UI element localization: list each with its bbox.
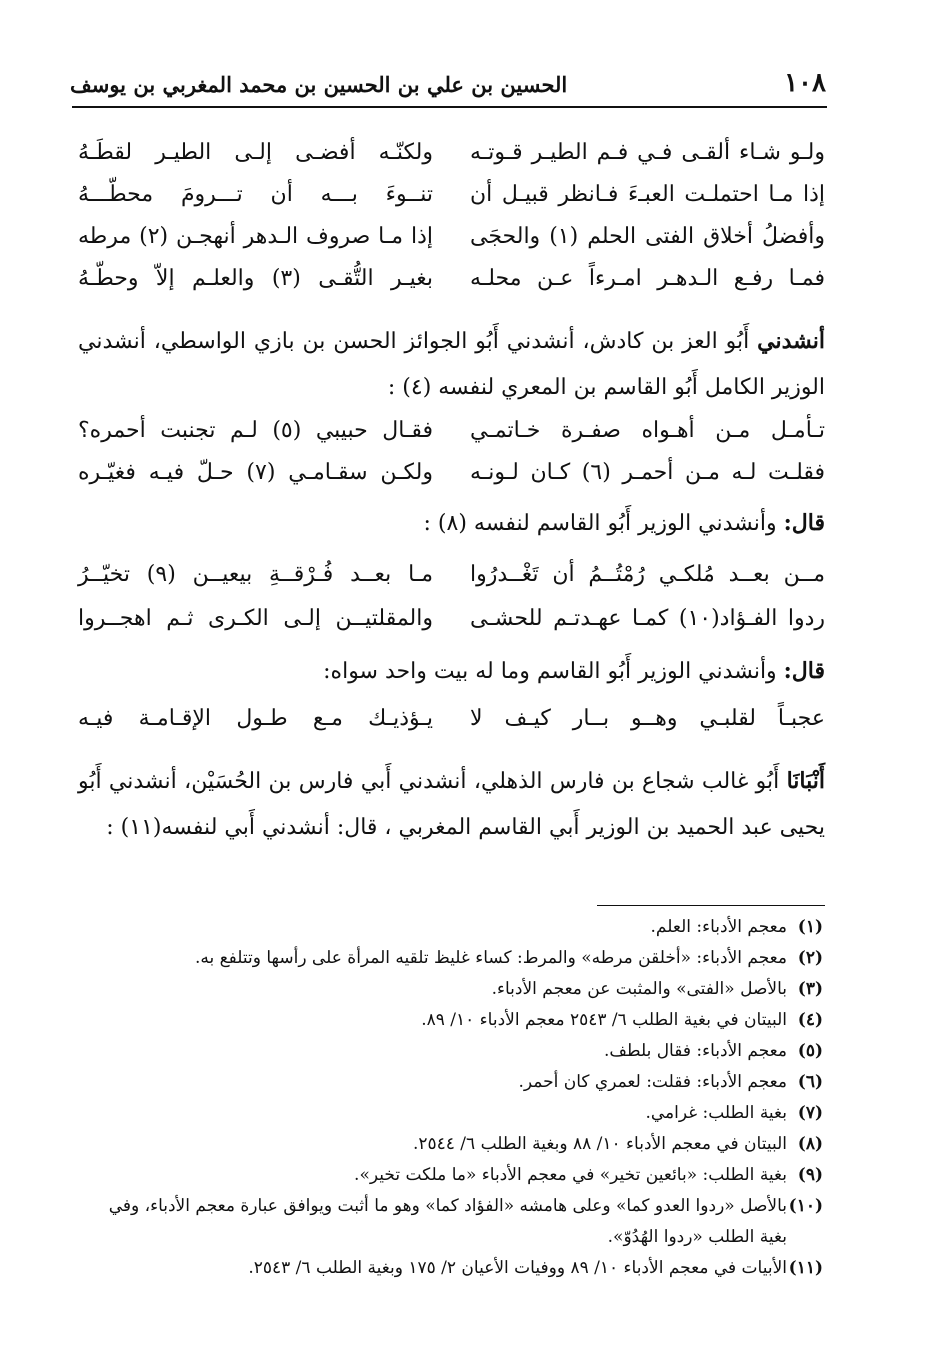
verse-second-hemistich: تنــوءَ بـــه أن تـــرومَ محطّـــهُ — [78, 182, 433, 207]
footnote — [80, 974, 823, 1005]
paragraph-lead: قال: — [783, 510, 825, 536]
verse-line — [78, 266, 825, 306]
footnote — [80, 1005, 823, 1036]
footnote — [80, 1036, 823, 1067]
footnote-number: (٦) — [797, 1072, 823, 1092]
footnote-text: معجم الأدباء: العلم. — [650, 917, 787, 937]
footnote-number: (٨) — [797, 1134, 823, 1154]
footnote-text: معجم الأدباء: فقال بلطف. — [604, 1041, 787, 1061]
footnote-number: (١) — [797, 917, 823, 937]
verse-second-hemistich: فقـال حبيبي (٥) لـم تجنبت أحمره؟ — [78, 418, 433, 443]
page-number: ١٠٨ — [784, 68, 826, 98]
verse-second-hemistich: والمقلتيــن إلـى الكـرى ثـم اهجــروا — [78, 606, 433, 631]
verse-line — [78, 706, 825, 746]
paragraph-text: وأنشدني الوزير أَبُو القاسم لنفسه (٨) : — [423, 511, 784, 536]
verse-second-hemistich: بغيـر التُّقـى (٣) والعلـم إلاّ وحطّـهُ — [78, 266, 433, 291]
verse-line — [78, 140, 825, 180]
verse-first-hemistich: فمـا رفـع الـدهـر امـرءاً عـن محلـه — [470, 266, 825, 291]
verse-line — [78, 562, 825, 602]
footnote-text: بالأصل «ردوا العدو كما» وعلى هامشه «الفؤاد كما» وهو ما أثبت ويوافق عبارة معجم الأدباء، وفي بغية الطلب «ردوا الهُدُوّ». — [108, 1196, 787, 1247]
verse-line — [78, 182, 825, 222]
footnote — [80, 1098, 823, 1129]
footnote-text: معجم الأدباء: «أخلقن مرطه» والمرط: كساء غليظ تلقيه المرأة على رأسها وتتلفع به. — [194, 948, 787, 968]
header-rule — [72, 106, 827, 108]
footnote-number: (١١) — [788, 1258, 823, 1278]
footnote-number: (٩) — [797, 1165, 823, 1185]
verse-first-hemistich: وأفضلُ أخلاق الفتى الحلم (١) والحجَى — [470, 224, 825, 249]
paragraph-text: أَبُو العز بن كادش، أنشدني أَبُو الجوائز الحسن بن بازي الواسطي، أنشدني الوزير الكامل أَبُو القاسم بن المعري لنفسه (٤) : — [78, 329, 825, 400]
footnote — [80, 1191, 823, 1253]
paragraph-lead: أَنْبَانَا — [786, 768, 825, 794]
paragraph-lead: أنشدني — [757, 328, 825, 354]
footnote-text: بغية الطلب: غرامي. — [645, 1103, 787, 1123]
footnotes — [80, 912, 823, 1284]
verse-second-hemistich: ولكـن سقـامـي (٧) حـلّ فيـه فغيّـره — [78, 460, 434, 485]
paragraph-text: أَبُو غالب شجاع بن فارس الذهلي، أنشدني أَبي فارس بن الحُسَيْن، أنشدني أَبُو يحيى عبد الحميد بن الوزير أَبي القاسم المغربي ، قال: أنشدني أَبي لنفسه(١١) : — [78, 769, 825, 840]
verse-second-hemistich: يـؤذيـك مـع طـول الإقـامـة فيـه — [78, 706, 433, 731]
footnote-text: بغية الطلب: «بائعين تخير» في معجم الأدباء «ما ملكت تخير». — [354, 1165, 787, 1185]
footnote-text: الأبيات في معجم الأدباء ١٠/ ٨٩ ووفيات الأعيان ٢/ ١٧٥ وبغية الطلب ٦/ ٢٥٤٣. — [248, 1258, 787, 1278]
footnote-text: بالأصل «الفتى» والمثبت عن معجم الأدباء. — [491, 979, 787, 999]
footnote-text: معجم الأدباء: فقلت: لعمري كان أحمر. — [518, 1072, 787, 1092]
footnote-number: (١٠) — [788, 1196, 823, 1216]
verse-first-hemistich: ردوا الفـؤاد(١٠) كمـا عهـدتـم للحشـى — [470, 606, 825, 631]
page-header — [70, 66, 826, 104]
footnote-rule — [597, 905, 825, 906]
prose-line — [424, 510, 825, 536]
verse-line — [78, 224, 825, 264]
verse-first-hemistich: فقلـت لـه مـن أحمـر (٦) كـان لـونـه — [470, 460, 825, 485]
verse-line — [78, 418, 825, 458]
footnote-number: (٧) — [797, 1103, 823, 1123]
footnote — [80, 1067, 823, 1098]
footnote-number: (٥) — [797, 1041, 823, 1061]
verse-first-hemistich: تـأمـل مـن أهـواه صفـرة خـاتمـي — [470, 418, 825, 443]
verse-first-hemistich: مــن بعــد مُلكـي رُمْتُــمُ أن تَغْــدرُوا — [470, 562, 825, 587]
footnote — [80, 1129, 823, 1160]
footnote — [80, 912, 823, 943]
footnote — [80, 1160, 823, 1191]
verse-second-hemistich: إذا مـا صروف الـدهر أنهجـن (٢) مرطه — [78, 224, 433, 249]
prose-paragraph — [78, 318, 825, 411]
paragraph-lead: قال: — [783, 658, 825, 684]
verse-first-hemistich: ولـو شـاء ألقـى فـي فـم الطيـر قـوتـه — [470, 140, 825, 165]
running-title: الحسين بن علي بن الحسين بن محمد المغربي بن يوسف — [70, 72, 568, 97]
footnote — [80, 1253, 823, 1284]
prose-line — [323, 658, 825, 684]
footnote-text: البيتان في معجم الأدباء ١٠/ ٨٨ وبغية الطلب ٦/ ٢٥٤٤. — [412, 1134, 787, 1154]
footnote-number: (٢) — [797, 948, 823, 968]
verse-first-hemistich: إذا مـا احتملـت العبـءَ فـانظر قبيـل أن — [470, 182, 825, 207]
verse-second-hemistich: ولكنّـه أفضـى إلـى الطيـر لقطَـهُ — [78, 140, 433, 165]
verse-second-hemistich: مـا بعــد فُـرْقــةِ بيعيــن (٩) تخيّــرُ — [78, 562, 433, 587]
verse-line — [78, 460, 825, 500]
footnote-text: البيتان في بغية الطلب ٦/ ٢٥٤٣ معجم الأدباء ١٠/ ٨٩. — [421, 1010, 787, 1030]
verse-line — [78, 606, 825, 646]
footnote-number: (٤) — [797, 1010, 823, 1030]
prose-paragraph — [78, 758, 825, 851]
footnote-number: (٣) — [797, 979, 823, 999]
verse-first-hemistich: عجبـاً لقلبـي وهــو بــار كيـف لا — [470, 706, 825, 731]
paragraph-text: وأنشدني الوزير أَبُو القاسم وما له بيت واحد سواه: — [323, 659, 784, 684]
footnote — [80, 943, 823, 974]
